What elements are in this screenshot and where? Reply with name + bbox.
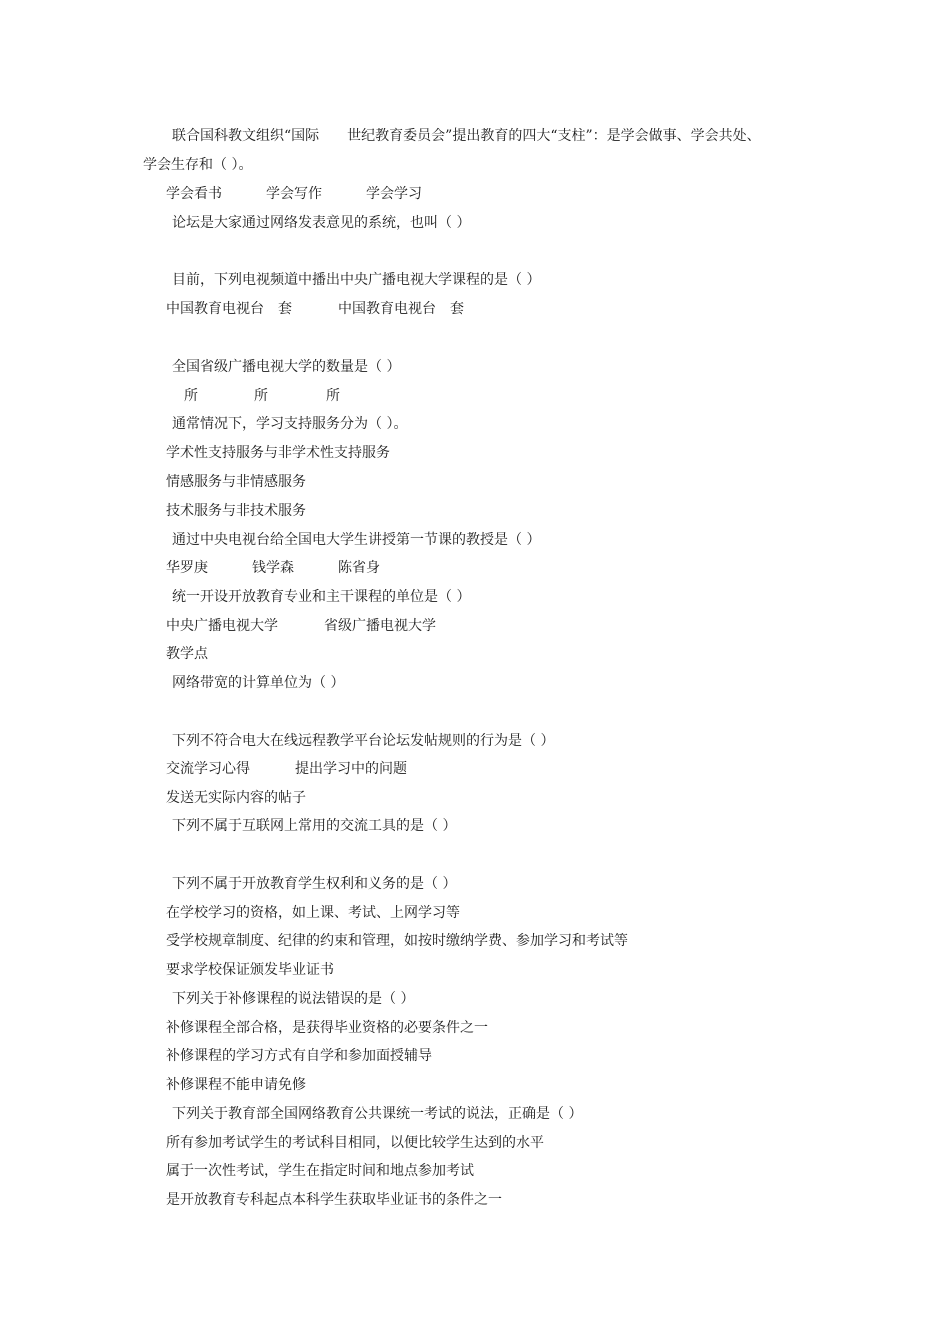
question-4-text: 全国省级广播电视大学的数量是（ ） [172,359,401,375]
question-12-option-c: 补修课程不能申请免修 [166,1077,306,1093]
question-11-option-a: 在学校学习的资格，如上课、考试、上网学习等 [166,905,460,921]
question-4-option-b: 所 [254,388,268,404]
question-11-option-b: 受学校规章制度、纪律的约束和管理，如按时缴纳学费、参加学习和考试等 [166,933,628,949]
question-9-option-a: 交流学习心得 [166,761,250,777]
question-6-option-a: 华罗庚 [166,560,208,576]
question-1-option-c: 学会学习 [366,186,422,202]
question-13-text: 下列关于教育部全国网络教育公共课统一考试的说法，正确是（ ） [172,1106,583,1122]
question-12-option-b: 补修课程的学习方式有自学和参加面授辅导 [166,1048,432,1064]
question-7-option-c: 教学点 [166,646,208,662]
question-6-text: 通过中央电视台给全国电大学生讲授第一节课的教授是（ ） [172,532,541,548]
question-2-text: 论坛是大家通过网络发表意见的系统，也叫（ ） [172,215,471,231]
question-4-option-a: 所 [184,388,198,404]
question-3-option-a: 中国教育电视台 套 [166,301,292,317]
question-5-option-b: 情感服务与非情感服务 [166,474,306,490]
question-13-option-c: 是开放教育专科起点本科学生获取毕业证书的条件之一 [166,1192,502,1208]
question-7-option-b: 省级广播电视大学 [324,618,436,634]
question-9-option-b: 提出学习中的问题 [295,761,407,777]
question-7-text: 统一开设开放教育专业和主干课程的单位是（ ） [172,589,471,605]
question-6-option-b: 钱学森 [252,560,294,576]
question-11-option-c: 要求学校保证颁发毕业证书 [166,962,334,978]
question-5-option-c: 技术服务与非技术服务 [166,503,306,519]
question-1-line-2: 学会生存和（ ）。 [143,157,253,173]
question-3-text: 目前，下列电视频道中播出中央广播电视大学课程的是（ ） [172,272,541,288]
question-12-text: 下列关于补修课程的说法错误的是（ ） [172,991,415,1007]
question-10-text: 下列不属于互联网上常用的交流工具的是（ ） [172,818,457,834]
question-1-line-1: 联合国科教文组织“国际 世纪教育委员会”提出教育的四大“支柱”：是学会做事、学会共处、 [172,128,761,144]
question-5-text: 通常情况下，学习支持服务分为（ ）。 [172,416,408,432]
question-4-option-c: 所 [326,388,340,404]
question-5-option-a: 学术性支持服务与非学术性支持服务 [166,445,390,461]
question-7-option-a: 中央广播电视大学 [166,618,278,634]
question-13-option-a: 所有参加考试学生的考试科目相同，以便比较学生达到的水平 [166,1135,544,1151]
question-1-option-b: 学会写作 [266,186,322,202]
question-12-option-a: 补修课程全部合格，是获得毕业资格的必要条件之一 [166,1020,488,1036]
question-8-text: 网络带宽的计算单位为（ ） [172,675,345,691]
question-9-option-c: 发送无实际内容的帖子 [166,790,306,806]
question-3-option-b: 中国教育电视台 套 [338,301,464,317]
question-13-option-b: 属于一次性考试，学生在指定时间和地点参加考试 [166,1163,474,1179]
question-9-text: 下列不符合电大在线远程教学平台论坛发帖规则的行为是（ ） [172,733,555,749]
question-6-option-c: 陈省身 [338,560,380,576]
question-1-option-a: 学会看书 [166,186,222,202]
question-11-text: 下列不属于开放教育学生权利和义务的是（ ） [172,876,457,892]
